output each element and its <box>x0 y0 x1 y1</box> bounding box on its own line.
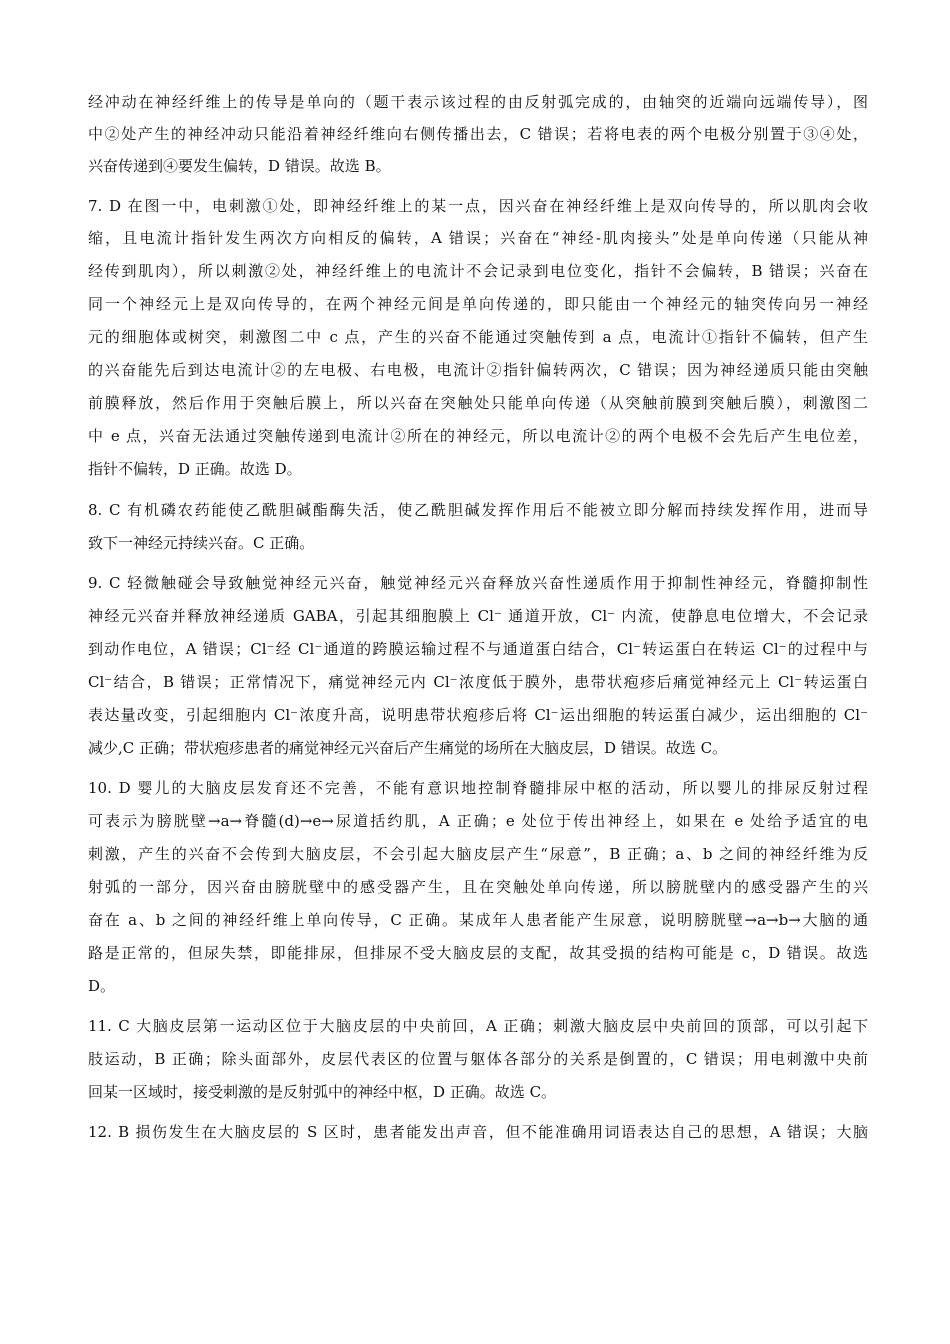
text-line: 减少,C 正确；带状疱疹患者的痛觉神经元兴奋后产生痛觉的场所在大脑皮层，D 错误。故选 C。 <box>88 739 728 757</box>
text-line: 指针不偏转，D 正确。故选 D。 <box>88 460 302 478</box>
text-line: 10. D 婴儿的大脑皮层发育还不完善，不能有意识地控制脊髓排尿中枢的活动，所以婴儿的排尿反射过程 <box>88 779 868 797</box>
text-line: 7. D 在图一中，电刺激①处，即神经纤维上的某一点，因兴奋在神经纤维上是双向传导的，所以肌肉会收 <box>88 197 868 215</box>
text-line: 神经元兴奋并释放神经递质 GABA，引起其细胞膜上 Cl⁻ 通道开放，Cl⁻ 内流，使静息电位增大，不会记录 <box>88 607 868 625</box>
text-line: 刺激，产生的兴奋不会传到大脑皮层，不会引起大脑皮层产生“尿意”，B 正确；a、b 之间的神经纤维为反 <box>88 845 868 863</box>
text-line: 经冲动在神经纤维上的传导是单向的（题干表示该过程的由反射弧完成的，由轴突的近端向远端传导），图 <box>88 93 868 111</box>
text-line: 经传到肌肉），所以刺激②处，神经纤维上的电流计不会记录到电位变化，指针不会偏转，B 错误；兴奋在 <box>88 262 868 280</box>
text-line: Cl⁻结合，B 错误；正常情况下，痛觉神经元内 Cl⁻浓度低于膜外，患带状疱疹后痛觉神经元上 Cl⁻转运蛋白 <box>88 673 868 691</box>
text-line: 缩，且电流计指针发生两次方向相反的偏转，A 错误；兴奋在“神经-肌肉接头”处是单向传递（只能从神 <box>88 229 868 247</box>
text-line: 8. C 有机磷农药能使乙酰胆碱酯酶失活，使乙酰胆碱发挥作用后不能被立即分解而持续发挥作用，进而导 <box>88 501 868 519</box>
text-line: 可表示为膀胱壁→a→脊髓(d)→e→尿道括约肌，A 正确；e 处位于传出神经上，如果在 e 处给予适宜的电 <box>88 812 868 830</box>
text-line: 到动作电位，A 错误；Cl⁻经 Cl⁻通道的跨膜运输过程不与通道蛋白结合，Cl⁻转运蛋白在转运 Cl⁻的过程中与 <box>88 640 868 658</box>
text-line: 路是正常的，但尿失禁，即能排尿，但排尿不受大脑皮层的支配，故其受损的结构可能是 c，D 错误。故选 <box>88 944 868 962</box>
text-line: 表达量改变，引起细胞内 Cl⁻浓度升高，说明患带状疱疹后将 Cl⁻运出细胞的转运蛋白减少，运出细胞的 Cl⁻ <box>88 706 868 724</box>
text-line: 前膜释放，然后作用于突触后膜上，所以兴奋在突触处只能单向传递（从突触前膜到突触后膜），刺激图二 <box>88 394 868 412</box>
text-line: 元的细胞体或树突，刺激图二中 c 点，产生的兴奋不能通过突触传到 a 点，电流计①指针不偏转，但产生 <box>88 328 868 346</box>
text-line: 11. C 大脑皮层第一运动区位于大脑皮层的中央前回，A 正确；刺激大脑皮层中央前回的顶部，可以引起下 <box>88 1017 868 1035</box>
text-line: 射弧的一部分，因兴奋由膀胱壁中的感受器产生，且在突触处单向传递，所以膀胱壁内的感受器产生的兴 <box>88 878 868 896</box>
text-line: 同一个神经元上是双向传导的，在两个神经元间是单向传递的，即只能由一个神经元的轴突传向另一神经 <box>88 295 868 313</box>
text-line: 回某一区域时，接受刺激的是反射弧中的神经中枢，D 正确。故选 C。 <box>88 1083 557 1101</box>
text-line: 12. B 损伤发生在大脑皮层的 S 区时，患者能发出声音，但不能准确用词语表达自己的思想，A 错误；大脑 <box>88 1123 868 1141</box>
text-line: 奋在 a、b 之间的神经纤维上单向传导，C 正确。某成年人患者能产生尿意，说明膀胱壁→a→b→大脑的通 <box>88 911 868 929</box>
text-line: 中②处产生的神经冲动只能沿着神经纤维向右侧传播出去，C 错误；若将电表的两个电极分别置于③④处， <box>88 125 868 143</box>
text-line: 肢运动，B 正确；除头面部外，皮层代表区的位置与躯体各部分的关系是倒置的，C 错误；用电刺激中央前 <box>88 1050 868 1068</box>
text-line: 中 e 点，兴奋无法通过突触传递到电流计②所在的神经元，所以电流计②的两个电极不会先后产生电位差， <box>88 427 868 445</box>
text-line: D。 <box>88 977 116 995</box>
text-line: 9. C 轻微触碰会导致触觉神经元兴奋，触觉神经元兴奋释放兴奋性递质作用于抑制性神经元，脊髓抑制性 <box>88 574 868 592</box>
text-line: 致下一神经元持续兴奋。C 正确。 <box>88 534 315 552</box>
text-line: 的兴奋能先后到达电流计②的左电极、右电极，电流计②指针偏转两次，C 错误；因为神经递质只能由突触 <box>88 361 868 379</box>
text-line: 兴奋传递到④要发生偏转，D 错误。故选 B。 <box>88 157 391 175</box>
